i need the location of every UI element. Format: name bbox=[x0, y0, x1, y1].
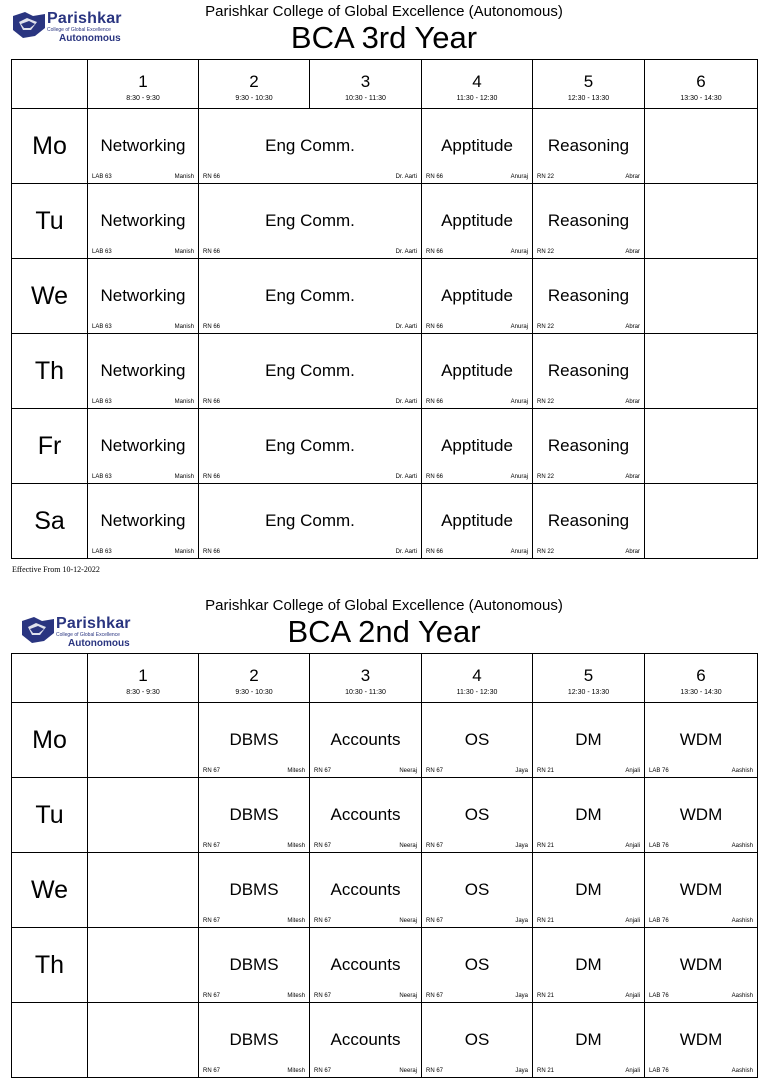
room-number: RN 22 bbox=[537, 249, 555, 255]
teacher-name: Manish bbox=[174, 549, 194, 555]
teacher-name: Manish bbox=[174, 324, 194, 330]
subject-name: Eng Comm. bbox=[265, 211, 355, 230]
period-number: 4 bbox=[472, 72, 482, 91]
class-slot bbox=[88, 334, 199, 409]
class-slot bbox=[199, 334, 422, 409]
day-label: Th bbox=[12, 334, 88, 409]
teacher-name: Dr. Aarti bbox=[395, 549, 417, 555]
room-number: RN 67 bbox=[426, 843, 444, 849]
room-number: RN 66 bbox=[426, 174, 444, 180]
class-slot bbox=[422, 853, 533, 928]
logo-autonomous: Autonomous bbox=[59, 33, 121, 44]
class-slot bbox=[422, 928, 533, 1003]
subject-name: DBMS bbox=[229, 880, 279, 899]
teacher-name: Anuraj bbox=[510, 324, 528, 330]
class-slot bbox=[645, 703, 758, 778]
teacher-name: Jaya bbox=[515, 993, 528, 999]
room-number: RN 22 bbox=[537, 399, 555, 405]
period-header bbox=[88, 60, 199, 109]
class-slot bbox=[199, 778, 310, 853]
empty-slot bbox=[645, 334, 758, 409]
room-number: RN 66 bbox=[203, 549, 221, 555]
subject-name: Eng Comm. bbox=[265, 286, 355, 305]
subject-name: DBMS bbox=[229, 955, 279, 974]
period-header bbox=[310, 60, 422, 109]
teacher-name: Mitesh bbox=[287, 1068, 305, 1074]
room-number: LAB 76 bbox=[649, 768, 669, 774]
period-header bbox=[645, 60, 758, 109]
teacher-name: Abrar bbox=[625, 249, 640, 255]
teacher-name: Manish bbox=[174, 249, 194, 255]
class-slot bbox=[88, 259, 199, 334]
teacher-name: Abrar bbox=[625, 399, 640, 405]
room-number: LAB 76 bbox=[649, 918, 669, 924]
teacher-name: Anuraj bbox=[510, 174, 528, 180]
subject-name: OS bbox=[464, 805, 490, 824]
room-number: RN 67 bbox=[426, 1068, 444, 1074]
teacher-name: Neeraj bbox=[399, 843, 417, 849]
period-time: 10:30 - 11:30 bbox=[345, 95, 386, 102]
timetable-table bbox=[11, 653, 758, 1078]
class-slot bbox=[533, 184, 645, 259]
teacher-name: Anjali bbox=[625, 1068, 640, 1074]
day-label: Tu bbox=[12, 184, 88, 259]
day-row bbox=[12, 259, 758, 334]
room-number: RN 66 bbox=[426, 549, 444, 555]
day-row bbox=[12, 109, 758, 184]
empty-slot bbox=[88, 853, 199, 928]
timetable-table bbox=[11, 59, 758, 559]
teacher-name: Manish bbox=[174, 174, 194, 180]
day-label: Sa bbox=[12, 484, 88, 559]
subject-name: Apptitude bbox=[441, 286, 513, 305]
period-number: 6 bbox=[696, 72, 706, 91]
subject-name: OS bbox=[464, 1030, 490, 1049]
class-slot bbox=[645, 928, 758, 1003]
class-slot bbox=[645, 778, 758, 853]
subject-name: DM bbox=[575, 1030, 602, 1049]
teacher-name: Aashish bbox=[731, 1068, 753, 1074]
page-title: BCA 2nd Year bbox=[287, 614, 481, 649]
subject-name: WDM bbox=[679, 1030, 723, 1049]
teacher-name: Anuraj bbox=[510, 549, 528, 555]
class-slot bbox=[199, 484, 422, 559]
teacher-name: Mitesh bbox=[287, 843, 305, 849]
empty-slot bbox=[645, 184, 758, 259]
period-header-row bbox=[12, 654, 758, 703]
room-number: LAB 63 bbox=[92, 174, 112, 180]
teacher-name: Dr. Aarti bbox=[395, 249, 417, 255]
empty-slot bbox=[645, 259, 758, 334]
teacher-name: Anuraj bbox=[510, 399, 528, 405]
corner-cell bbox=[12, 60, 88, 109]
subject-name: Networking bbox=[100, 511, 186, 530]
period-header bbox=[199, 654, 310, 703]
class-slot bbox=[199, 409, 422, 484]
room-number: RN 66 bbox=[203, 474, 221, 480]
class-slot bbox=[310, 1003, 422, 1078]
corner-cell bbox=[12, 654, 88, 703]
class-slot bbox=[199, 853, 310, 928]
subject-name: WDM bbox=[679, 805, 723, 824]
logo-name: Parishkar bbox=[56, 615, 131, 632]
room-number: RN 22 bbox=[537, 324, 555, 330]
empty-slot bbox=[645, 109, 758, 184]
period-number: 4 bbox=[472, 666, 482, 685]
class-slot bbox=[422, 334, 533, 409]
room-number: RN 67 bbox=[203, 843, 221, 849]
subject-name: Eng Comm. bbox=[265, 436, 355, 455]
class-slot bbox=[422, 409, 533, 484]
teacher-name: Mitesh bbox=[287, 768, 305, 774]
period-time: 9:30 - 10:30 bbox=[235, 95, 273, 102]
subject-name: DBMS bbox=[229, 730, 279, 749]
subject-name: DM bbox=[575, 955, 602, 974]
subject-name: Accounts bbox=[330, 730, 401, 749]
subject-name: DBMS bbox=[229, 1030, 279, 1049]
period-time: 12:30 - 13:30 bbox=[567, 689, 610, 696]
subject-name: Apptitude bbox=[441, 436, 513, 455]
room-number: RN 67 bbox=[314, 843, 332, 849]
teacher-name: Abrar bbox=[625, 174, 640, 180]
subject-name: WDM bbox=[679, 730, 723, 749]
subject-name: Apptitude bbox=[441, 361, 513, 380]
teacher-name: Abrar bbox=[625, 324, 640, 330]
teacher-name: Anuraj bbox=[510, 474, 528, 480]
period-time: 13:30 - 14:30 bbox=[680, 95, 722, 102]
period-header bbox=[422, 654, 533, 703]
logo-subtitle: College of Global Excellence bbox=[47, 27, 111, 33]
period-header bbox=[310, 654, 422, 703]
room-number: RN 67 bbox=[314, 768, 332, 774]
room-number: RN 66 bbox=[203, 249, 221, 255]
teacher-name: Neeraj bbox=[399, 768, 417, 774]
period-number: 3 bbox=[360, 72, 371, 91]
subject-name: Networking bbox=[100, 136, 186, 155]
day-label: Mo bbox=[12, 109, 88, 184]
class-slot bbox=[199, 928, 310, 1003]
subject-name: Apptitude bbox=[441, 511, 513, 530]
day-label: Tu bbox=[12, 778, 88, 853]
class-slot bbox=[533, 484, 645, 559]
college-name: Parishkar College of Global Excellence (Autonomous) bbox=[205, 597, 563, 614]
day-row bbox=[12, 853, 758, 928]
class-slot bbox=[88, 109, 199, 184]
room-number: RN 67 bbox=[426, 768, 444, 774]
room-number: LAB 63 bbox=[92, 474, 112, 480]
room-number: RN 22 bbox=[537, 474, 555, 480]
subject-name: Networking bbox=[100, 361, 186, 380]
day-row bbox=[12, 334, 758, 409]
teacher-name: Anjali bbox=[625, 768, 640, 774]
teacher-name: Abrar bbox=[625, 474, 640, 480]
subject-name: Eng Comm. bbox=[265, 511, 355, 530]
class-slot bbox=[533, 109, 645, 184]
teacher-name: Manish bbox=[174, 474, 194, 480]
empty-slot bbox=[88, 778, 199, 853]
subject-name: Apptitude bbox=[441, 136, 513, 155]
room-number: RN 66 bbox=[203, 399, 221, 405]
period-number: 1 bbox=[138, 666, 148, 685]
class-slot bbox=[422, 1003, 533, 1078]
class-slot bbox=[199, 184, 422, 259]
teacher-name: Dr. Aarti bbox=[395, 174, 417, 180]
subject-name: DM bbox=[575, 730, 602, 749]
teacher-name: Neeraj bbox=[399, 918, 417, 924]
room-number: LAB 63 bbox=[92, 549, 112, 555]
period-time: 10:30 - 11:30 bbox=[345, 689, 386, 696]
subject-name: Reasoning bbox=[547, 511, 630, 530]
class-slot bbox=[422, 109, 533, 184]
teacher-name: Neeraj bbox=[399, 1068, 417, 1074]
teacher-name: Aashish bbox=[731, 918, 753, 924]
empty-slot bbox=[88, 1003, 199, 1078]
period-time: 9:30 - 10:30 bbox=[235, 689, 273, 696]
class-slot bbox=[645, 853, 758, 928]
teacher-name: Dr. Aarti bbox=[395, 324, 417, 330]
room-number: RN 66 bbox=[203, 174, 221, 180]
period-header bbox=[88, 654, 199, 703]
teacher-name: Anuraj bbox=[510, 249, 528, 255]
subject-name: Accounts bbox=[330, 1030, 401, 1049]
class-slot bbox=[533, 778, 645, 853]
room-number: RN 67 bbox=[426, 918, 444, 924]
teacher-name: Anjali bbox=[625, 843, 640, 849]
class-slot bbox=[310, 853, 422, 928]
class-slot bbox=[88, 409, 199, 484]
teacher-name: Neeraj bbox=[399, 993, 417, 999]
teacher-name: Manish bbox=[174, 399, 194, 405]
room-number: RN 67 bbox=[314, 1068, 332, 1074]
subject-name: Eng Comm. bbox=[265, 361, 355, 380]
subject-name: DM bbox=[575, 880, 602, 899]
subject-name: DM bbox=[575, 805, 602, 824]
period-number: 2 bbox=[249, 72, 259, 91]
page-title: BCA 3rd Year bbox=[290, 20, 478, 55]
day-row bbox=[12, 778, 758, 853]
day-label: Fr bbox=[12, 409, 88, 484]
class-slot bbox=[199, 1003, 310, 1078]
room-number: RN 67 bbox=[203, 993, 221, 999]
room-number: LAB 76 bbox=[649, 1068, 669, 1074]
room-number: RN 21 bbox=[537, 918, 555, 924]
room-number: RN 21 bbox=[537, 768, 555, 774]
period-number: 1 bbox=[138, 72, 148, 91]
period-header bbox=[533, 654, 645, 703]
subject-name: Eng Comm. bbox=[265, 136, 355, 155]
class-slot bbox=[88, 184, 199, 259]
teacher-name: Anjali bbox=[625, 993, 640, 999]
teacher-name: Mitesh bbox=[287, 993, 305, 999]
period-time: 12:30 - 13:30 bbox=[567, 95, 610, 102]
subject-name: WDM bbox=[679, 955, 723, 974]
subject-name: WDM bbox=[679, 880, 723, 899]
room-number: RN 66 bbox=[426, 249, 444, 255]
effective-date: Effective From 10-12-2022 bbox=[12, 565, 100, 574]
class-slot bbox=[533, 703, 645, 778]
subject-name: Reasoning bbox=[547, 436, 630, 455]
day-row bbox=[12, 184, 758, 259]
room-number: RN 66 bbox=[203, 324, 221, 330]
class-slot bbox=[533, 1003, 645, 1078]
class-slot bbox=[199, 703, 310, 778]
class-slot bbox=[199, 259, 422, 334]
teacher-name: Aashish bbox=[731, 768, 753, 774]
class-slot bbox=[310, 703, 422, 778]
room-number: LAB 76 bbox=[649, 843, 669, 849]
room-number: RN 67 bbox=[203, 918, 221, 924]
class-slot bbox=[533, 259, 645, 334]
teacher-name: Dr. Aarti bbox=[395, 399, 417, 405]
empty-slot bbox=[645, 484, 758, 559]
teacher-name: Aashish bbox=[731, 993, 753, 999]
subject-name: Networking bbox=[100, 211, 186, 230]
room-number: LAB 63 bbox=[92, 324, 112, 330]
day-label: We bbox=[12, 853, 88, 928]
day-row bbox=[12, 1003, 758, 1078]
period-header bbox=[645, 654, 758, 703]
period-number: 2 bbox=[249, 666, 259, 685]
room-number: RN 67 bbox=[203, 768, 221, 774]
teacher-name: Mitesh bbox=[287, 918, 305, 924]
teacher-name: Anjali bbox=[625, 918, 640, 924]
period-time: 11:30 - 12:30 bbox=[456, 95, 498, 102]
subject-name: OS bbox=[464, 955, 490, 974]
subject-name: Accounts bbox=[330, 805, 401, 824]
class-slot bbox=[422, 184, 533, 259]
room-number: LAB 63 bbox=[92, 399, 112, 405]
subject-name: Reasoning bbox=[547, 211, 630, 230]
period-time: 8:30 - 9:30 bbox=[126, 95, 160, 102]
teacher-name: Aashish bbox=[731, 843, 753, 849]
teacher-name: Jaya bbox=[515, 843, 528, 849]
class-slot bbox=[533, 853, 645, 928]
room-number: RN 67 bbox=[203, 1068, 221, 1074]
teacher-name: Dr. Aarti bbox=[395, 474, 417, 480]
class-slot bbox=[199, 109, 422, 184]
day-label bbox=[12, 1003, 88, 1078]
teacher-name: Abrar bbox=[625, 549, 640, 555]
class-slot bbox=[88, 484, 199, 559]
room-number: RN 21 bbox=[537, 1068, 555, 1074]
subject-name: DBMS bbox=[229, 805, 279, 824]
room-number: RN 67 bbox=[426, 993, 444, 999]
room-number: RN 22 bbox=[537, 549, 555, 555]
day-row bbox=[12, 484, 758, 559]
subject-name: Reasoning bbox=[547, 361, 630, 380]
subject-name: Networking bbox=[100, 436, 186, 455]
class-slot bbox=[422, 484, 533, 559]
subject-name: OS bbox=[464, 880, 490, 899]
class-slot bbox=[310, 778, 422, 853]
room-number: RN 67 bbox=[314, 918, 332, 924]
subject-name: Accounts bbox=[330, 955, 401, 974]
logo-subtitle: College of Global Excellence bbox=[56, 632, 120, 638]
teacher-name: Jaya bbox=[515, 918, 528, 924]
subject-name: Accounts bbox=[330, 880, 401, 899]
class-slot bbox=[422, 259, 533, 334]
subject-name: OS bbox=[464, 730, 490, 749]
period-header bbox=[533, 60, 645, 109]
empty-slot bbox=[88, 703, 199, 778]
period-time: 11:30 - 12:30 bbox=[456, 689, 498, 696]
room-number: RN 21 bbox=[537, 993, 555, 999]
subject-name: Reasoning bbox=[547, 136, 630, 155]
class-slot bbox=[533, 409, 645, 484]
college-name: Parishkar College of Global Excellence (Autonomous) bbox=[205, 3, 563, 20]
period-number: 5 bbox=[583, 666, 594, 685]
teacher-name: Jaya bbox=[515, 1068, 528, 1074]
day-row bbox=[12, 409, 758, 484]
empty-slot bbox=[88, 928, 199, 1003]
day-label: We bbox=[12, 259, 88, 334]
teacher-name: Jaya bbox=[515, 768, 528, 774]
subject-name: Networking bbox=[100, 286, 186, 305]
class-slot bbox=[533, 928, 645, 1003]
day-row bbox=[12, 703, 758, 778]
day-row bbox=[12, 928, 758, 1003]
period-number: 3 bbox=[360, 666, 371, 685]
period-header-row bbox=[12, 60, 758, 109]
room-number: RN 22 bbox=[537, 174, 555, 180]
room-number: RN 67 bbox=[314, 993, 332, 999]
room-number: RN 66 bbox=[426, 399, 444, 405]
period-number: 5 bbox=[583, 72, 594, 91]
room-number: RN 66 bbox=[426, 324, 444, 330]
room-number: RN 66 bbox=[426, 474, 444, 480]
day-label: Th bbox=[12, 928, 88, 1003]
class-slot bbox=[422, 703, 533, 778]
subject-name: Apptitude bbox=[441, 211, 513, 230]
room-number: LAB 76 bbox=[649, 993, 669, 999]
class-slot bbox=[533, 334, 645, 409]
room-number: LAB 63 bbox=[92, 249, 112, 255]
class-slot bbox=[310, 928, 422, 1003]
period-time: 8:30 - 9:30 bbox=[126, 689, 160, 696]
subject-name: Reasoning bbox=[547, 286, 630, 305]
logo-name: Parishkar bbox=[47, 10, 122, 27]
logo-autonomous: Autonomous bbox=[68, 638, 130, 649]
period-number: 6 bbox=[696, 666, 706, 685]
class-slot bbox=[645, 1003, 758, 1078]
period-header bbox=[422, 60, 533, 109]
empty-slot bbox=[645, 409, 758, 484]
class-slot bbox=[422, 778, 533, 853]
room-number: RN 21 bbox=[537, 843, 555, 849]
day-label: Mo bbox=[12, 703, 88, 778]
period-header bbox=[199, 60, 310, 109]
period-time: 13:30 - 14:30 bbox=[680, 689, 722, 696]
